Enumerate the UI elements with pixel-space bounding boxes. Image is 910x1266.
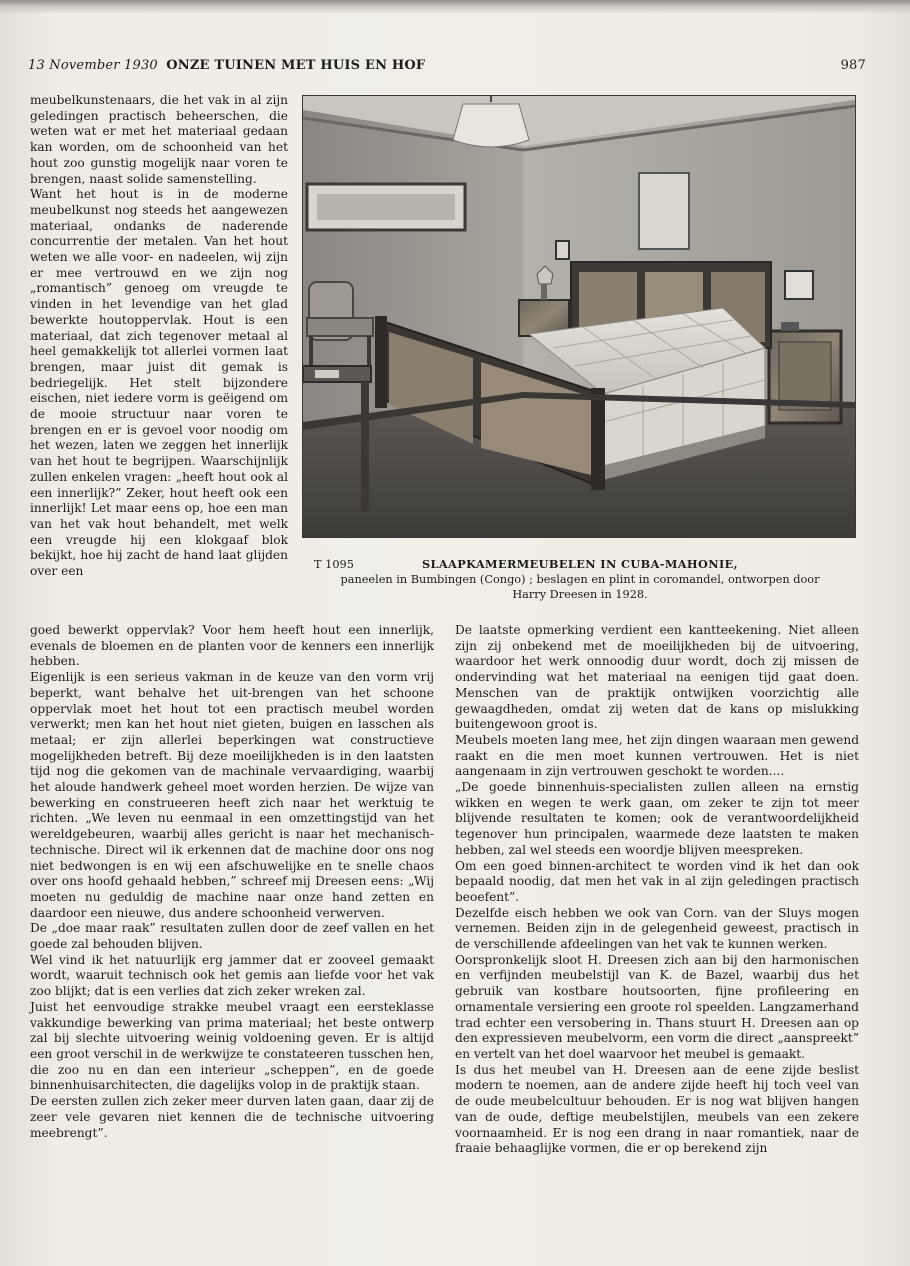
bedroom-photo xyxy=(302,95,856,538)
paragraph: goed bewerkt oppervlak? Voor hem heeft hout een innerlijk, evenals de bloemen en de planten voor de kenners een innerlijk hebben. xyxy=(30,623,434,669)
running-header xyxy=(28,58,866,78)
paragraph: Oorspronkelijk sloot H. Dreesen zich aan bij den harmonischen en verfijnden meubelstijl van K. de Bazel, waarbij dus het gebruik van kostbare houtsoorten, fijne profileering en ornamentale versiering een groote rol speelden. Langzamerhand trad echter een versobering in. Thans stuurt H. Dreesen aan op den expressieven meubelvorm, een vorm die direct „aanspreekt” en vertelt van het doel waarvoor het meubel is gemaakt. xyxy=(455,952,859,1061)
page-number: 987 xyxy=(840,58,866,73)
figure-code: T 1095 xyxy=(314,558,354,571)
figure-caption xyxy=(300,557,860,602)
left-column-bottom xyxy=(30,623,434,1141)
header-date: 13 November 1930 xyxy=(28,58,158,73)
paragraph: Meubels moeten lang mee, het zijn dingen waaraan men gewend raakt en die men moet kunnen vertrouwen. Het is niet aangenaam in zijn vertrouwen geschokt te worden.... xyxy=(455,732,859,779)
paragraph: Wel vind ik het natuurlijk erg jammer dat er zooveel gemaakt wordt, waaruit technisch ook het gemis aan liefde voor het vak zoo blijkt; dat is een verlies dat zich zeker wreken zal. xyxy=(30,952,434,999)
paragraph: Juist het eenvoudige strakke meubel vraagt een eersteklasse vakkundige bewerking van prima materiaal; het beste ontwerp zal bij slechte uitvoering weinig voldoening geven. Er is altijd een groot verschil in de werkwijze te constateeren tusschen hen, die zoo nu en dan een interieur „scheppen”, en de goede binnenhuisarchitecten, die dagelijks volop in de praktijk staan. xyxy=(30,999,434,1093)
paragraph: De „doe maar raak” resultaten zullen door de zeef vallen en het goede zal behouden blijven. xyxy=(30,921,434,952)
paragraph: „De goede binnenhuis-specialisten zullen alleen na ernstig wikken en wegen te werk gaan, om zeker te zijn tot meer blijvende resultaten te komen; ook de verantwoordelijkheid tegenover hun principalen, waarmede deze laatsten te maken hebben, zal wel steeds een woordje blijven meespreken. xyxy=(455,780,859,857)
right-column xyxy=(455,623,859,1157)
paragraph: Dezelfde eisch hebben we ook van Corn. van der Sluys mogen vernemen. Beiden zijn in de gelegenheid geweest, practisch in de verschillende afdeelingen van het vak te kunnen werken. xyxy=(455,905,859,952)
paragraph: Eigenlijk is een serieus vakman in de keuze van den vorm vrij beperkt, want behalve het uit-brengen van het schoone oppervlak moet het hout tot een practisch meubel worden verwerkt; men kan het hout niet gieten, buigen en lasschen als metaal; er zijn allerlei beperkingen wat constructieve mogelijkheden betreft. Bij deze moeilijkheden is in den laatsten tijd nog die gekomen van de machinale vervaardiging, waarbij het aloude handwerk geheel moet worden herzien. De wijze van bewerking en construeeren heeft zich naar het werktuig te richten. „We leven nu eenmaal in een omzettingstijd van het wereldgebeuren, waarbij alles gericht is naar het mechanisch-technische. Direct wil ik erkennen dat de machine door ons nog niet bedwongen is en wij een afschuwelijke en te snelle chaos over ons hoofd gehaald hebben,” schreef mij Dreesen eens: „Wij moeten nu geduldig de machine naar onze hand zetten en daardoor een nieuwe, dus andere schoonheid verwerven. xyxy=(30,670,434,920)
paragraph: Want het hout is in de moderne meubelkunst nog steeds het aangewezen materiaal, ondanks de naderende concurrentie der metalen. Van het hout weten we alle voor- en nadeelen, wij zijn er mee vertrouwd en we zijn nog „romantisch” genoeg om vreugde te vinden in het levendige van het glad bewerkte houtoppervlak. Hout is een materiaal, dat zich tegenover metaal al heel gemakkelijk tot allerlei vormen laat brengen, maar juist dit gemak is bedriegelijk. Het stelt bijzondere eischen, niet iedere vorm is geëigend om de mooie structuur naar voren te brengen en er is gevoel voor noodig om het wezen, laten we zeggen het innerlijk van het hout te begrijpen. Waarschijnlijk zullen enkelen vragen: „heeft hout ook al een innerlijk?” Zeker, hout heeft ook een innerlijk! Let maar eens op, hoe een man van het vak hout behandelt, met welk een vreugde hij een klokgaaf blok bekijkt, hoe hij zacht de hand laat glijden over een xyxy=(30,187,288,579)
paragraph: meubelkunstenaars, die het vak in al zijn geledingen practisch beheerschen, die weten wat er met het materiaal gedaan kan worden, om de schoonheid van het hout zoo gunstig mogelijk naar voren te brengen, naast solide samenstelling. xyxy=(30,93,288,186)
header-title: ONZE TUINEN MET HUIS EN HOF xyxy=(166,58,426,73)
paragraph: Is dus het meubel van H. Dreesen aan de eene zijde beslist modern te noemen, aan de andere zijde heeft hij toch veel van de oude meubelcultuur behouden. Er is nog wat blijven hangen van de oude, deftige meubelstijlen, meubels van een zekere voornaamheid. Er is nog een drang in naar romantiek, naar de fraaie behaaglijke vormen, die er op berekend zijn xyxy=(455,1062,859,1156)
paragraph: De laatste opmerking verdient een kantteekening. Niet alleen zijn zij onbekend met de moeilijkheden bij de uitvoering, waardoor het werk onnoodig duur wordt, doch zij missen de ondervinding wat het materiaal na eenigen tijd gaat doen. Menschen van de praktijk ontwijken voorzichtig alle gewaagdheden, omdat zij weten dat de kans op mislukking buitengewoon groot is. xyxy=(455,623,859,732)
paragraph: Om een goed binnen-architect te worden vind ik het dan ook bepaald noodig, dat men het vak in al zijn geledingen practisch beoefent”. xyxy=(455,858,859,904)
paragraph: De eersten zullen zich zeker meer durven laten gaan, daar zij de zeer vele gevaren niet kennen die de technische uitvoering meebrengt”. xyxy=(30,1094,434,1140)
figure-caption-text: paneelen in Bumbingen (Congo) ; beslagen en plint in coromandel, ontworpen door Harry Dreesen in 1928. xyxy=(340,573,820,601)
figure-title: SLAAPKAMERMEUBELEN IN CUBA-MAHONIE, xyxy=(421,557,739,571)
left-column-top xyxy=(30,93,288,580)
page-edge-shadow xyxy=(0,0,910,14)
